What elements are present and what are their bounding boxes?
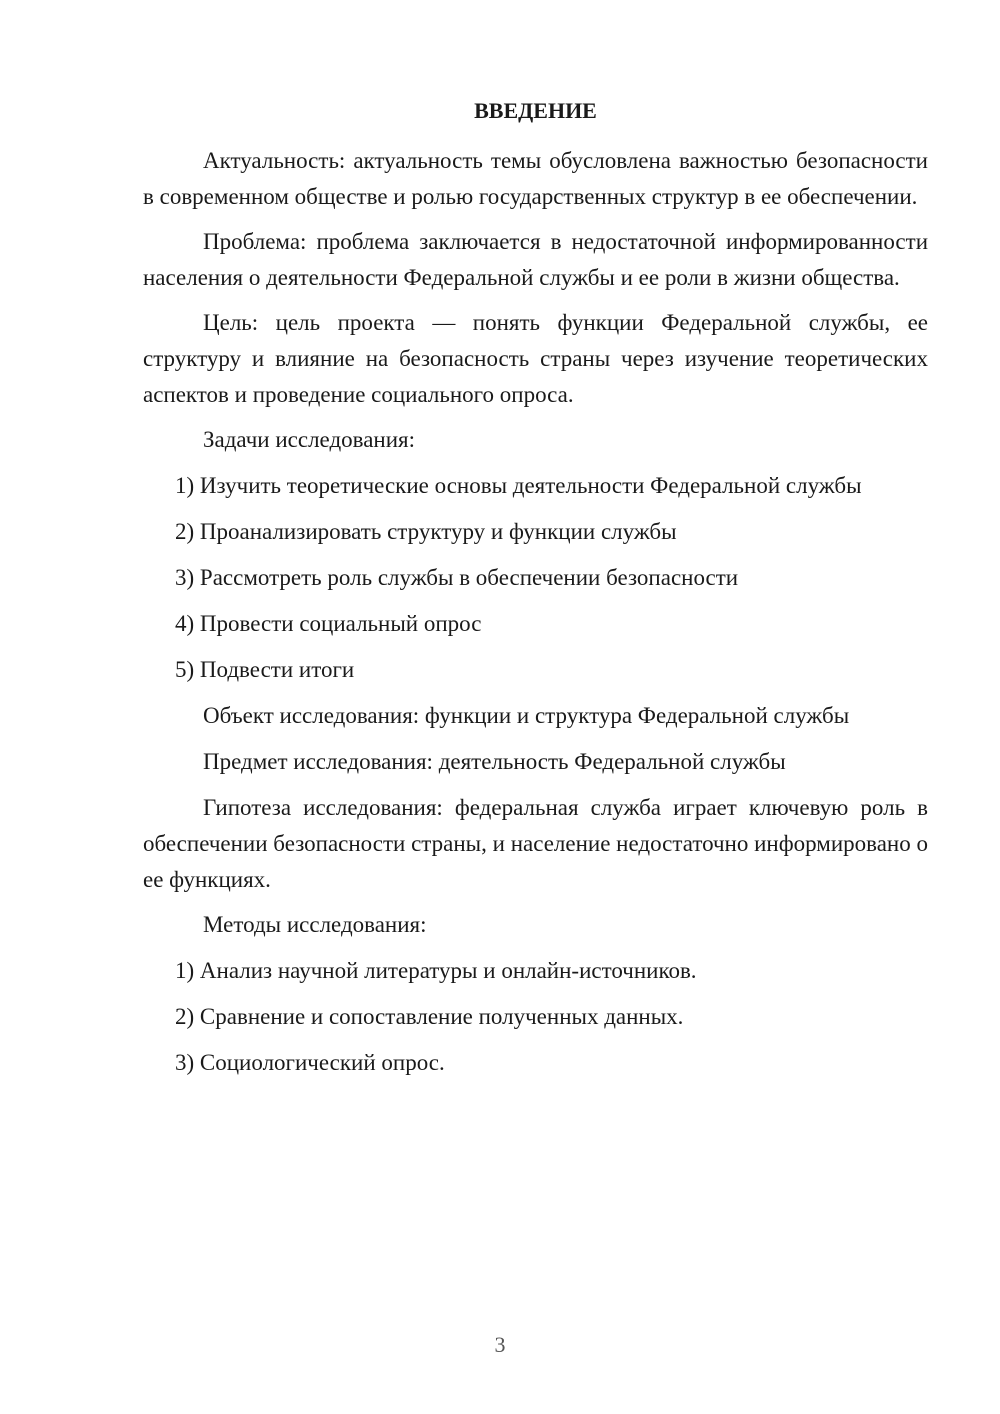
page-number: 3 xyxy=(494,1332,506,1357)
object-paragraph: Объект исследования: функции и структура Федеральной службы xyxy=(203,703,850,728)
task-item-3: 3) Рассмотреть роль службы в обеспечении безопасности xyxy=(175,565,739,590)
tasks-heading: Задачи исследования: xyxy=(203,427,416,452)
methods-heading: Методы исследования: xyxy=(203,912,427,937)
task-item-1: 1) Изучить теоретические основы деятельности Федеральной службы xyxy=(175,473,862,498)
method-item-3: 3) Социологический опрос. xyxy=(175,1050,445,1075)
relevance-paragraph: Актуальность: актуальность темы обусловлена важностью безопасности в современном обществе и ролью государственных структур в ее обеспечении. xyxy=(143,148,928,209)
problem-paragraph: Проблема: проблема заключается в недостаточной информированности населения о деятельности Федеральной службы и ее роли в жизни общества. xyxy=(143,229,928,290)
task-item-4: 4) Провести социальный опрос xyxy=(175,611,482,636)
hypothesis-paragraph: Гипотеза исследования: федеральная служба играет ключевую роль в обеспечении безопасности страны, и население недостаточно информировано о ее функциях. xyxy=(143,795,928,892)
document-page xyxy=(143,95,928,1091)
task-item-2: 2) Проанализировать структуру и функции службы xyxy=(175,519,677,544)
page-title: ВВЕДЕНИЕ xyxy=(474,98,597,123)
subject-paragraph: Предмет исследования: деятельность Федеральной службы xyxy=(203,749,786,774)
method-item-1: 1) Анализ научной литературы и онлайн-источников. xyxy=(175,958,697,983)
method-item-2: 2) Сравнение и сопоставление полученных данных. xyxy=(175,1004,684,1029)
task-item-5: 5) Подвести итоги xyxy=(175,657,355,682)
goal-paragraph: Цель: цель проекта — понять функции Федеральной службы, ее структуру и влияние на безопасность страны через изучение теоретических аспектов и проведение социального опроса. xyxy=(143,310,928,407)
